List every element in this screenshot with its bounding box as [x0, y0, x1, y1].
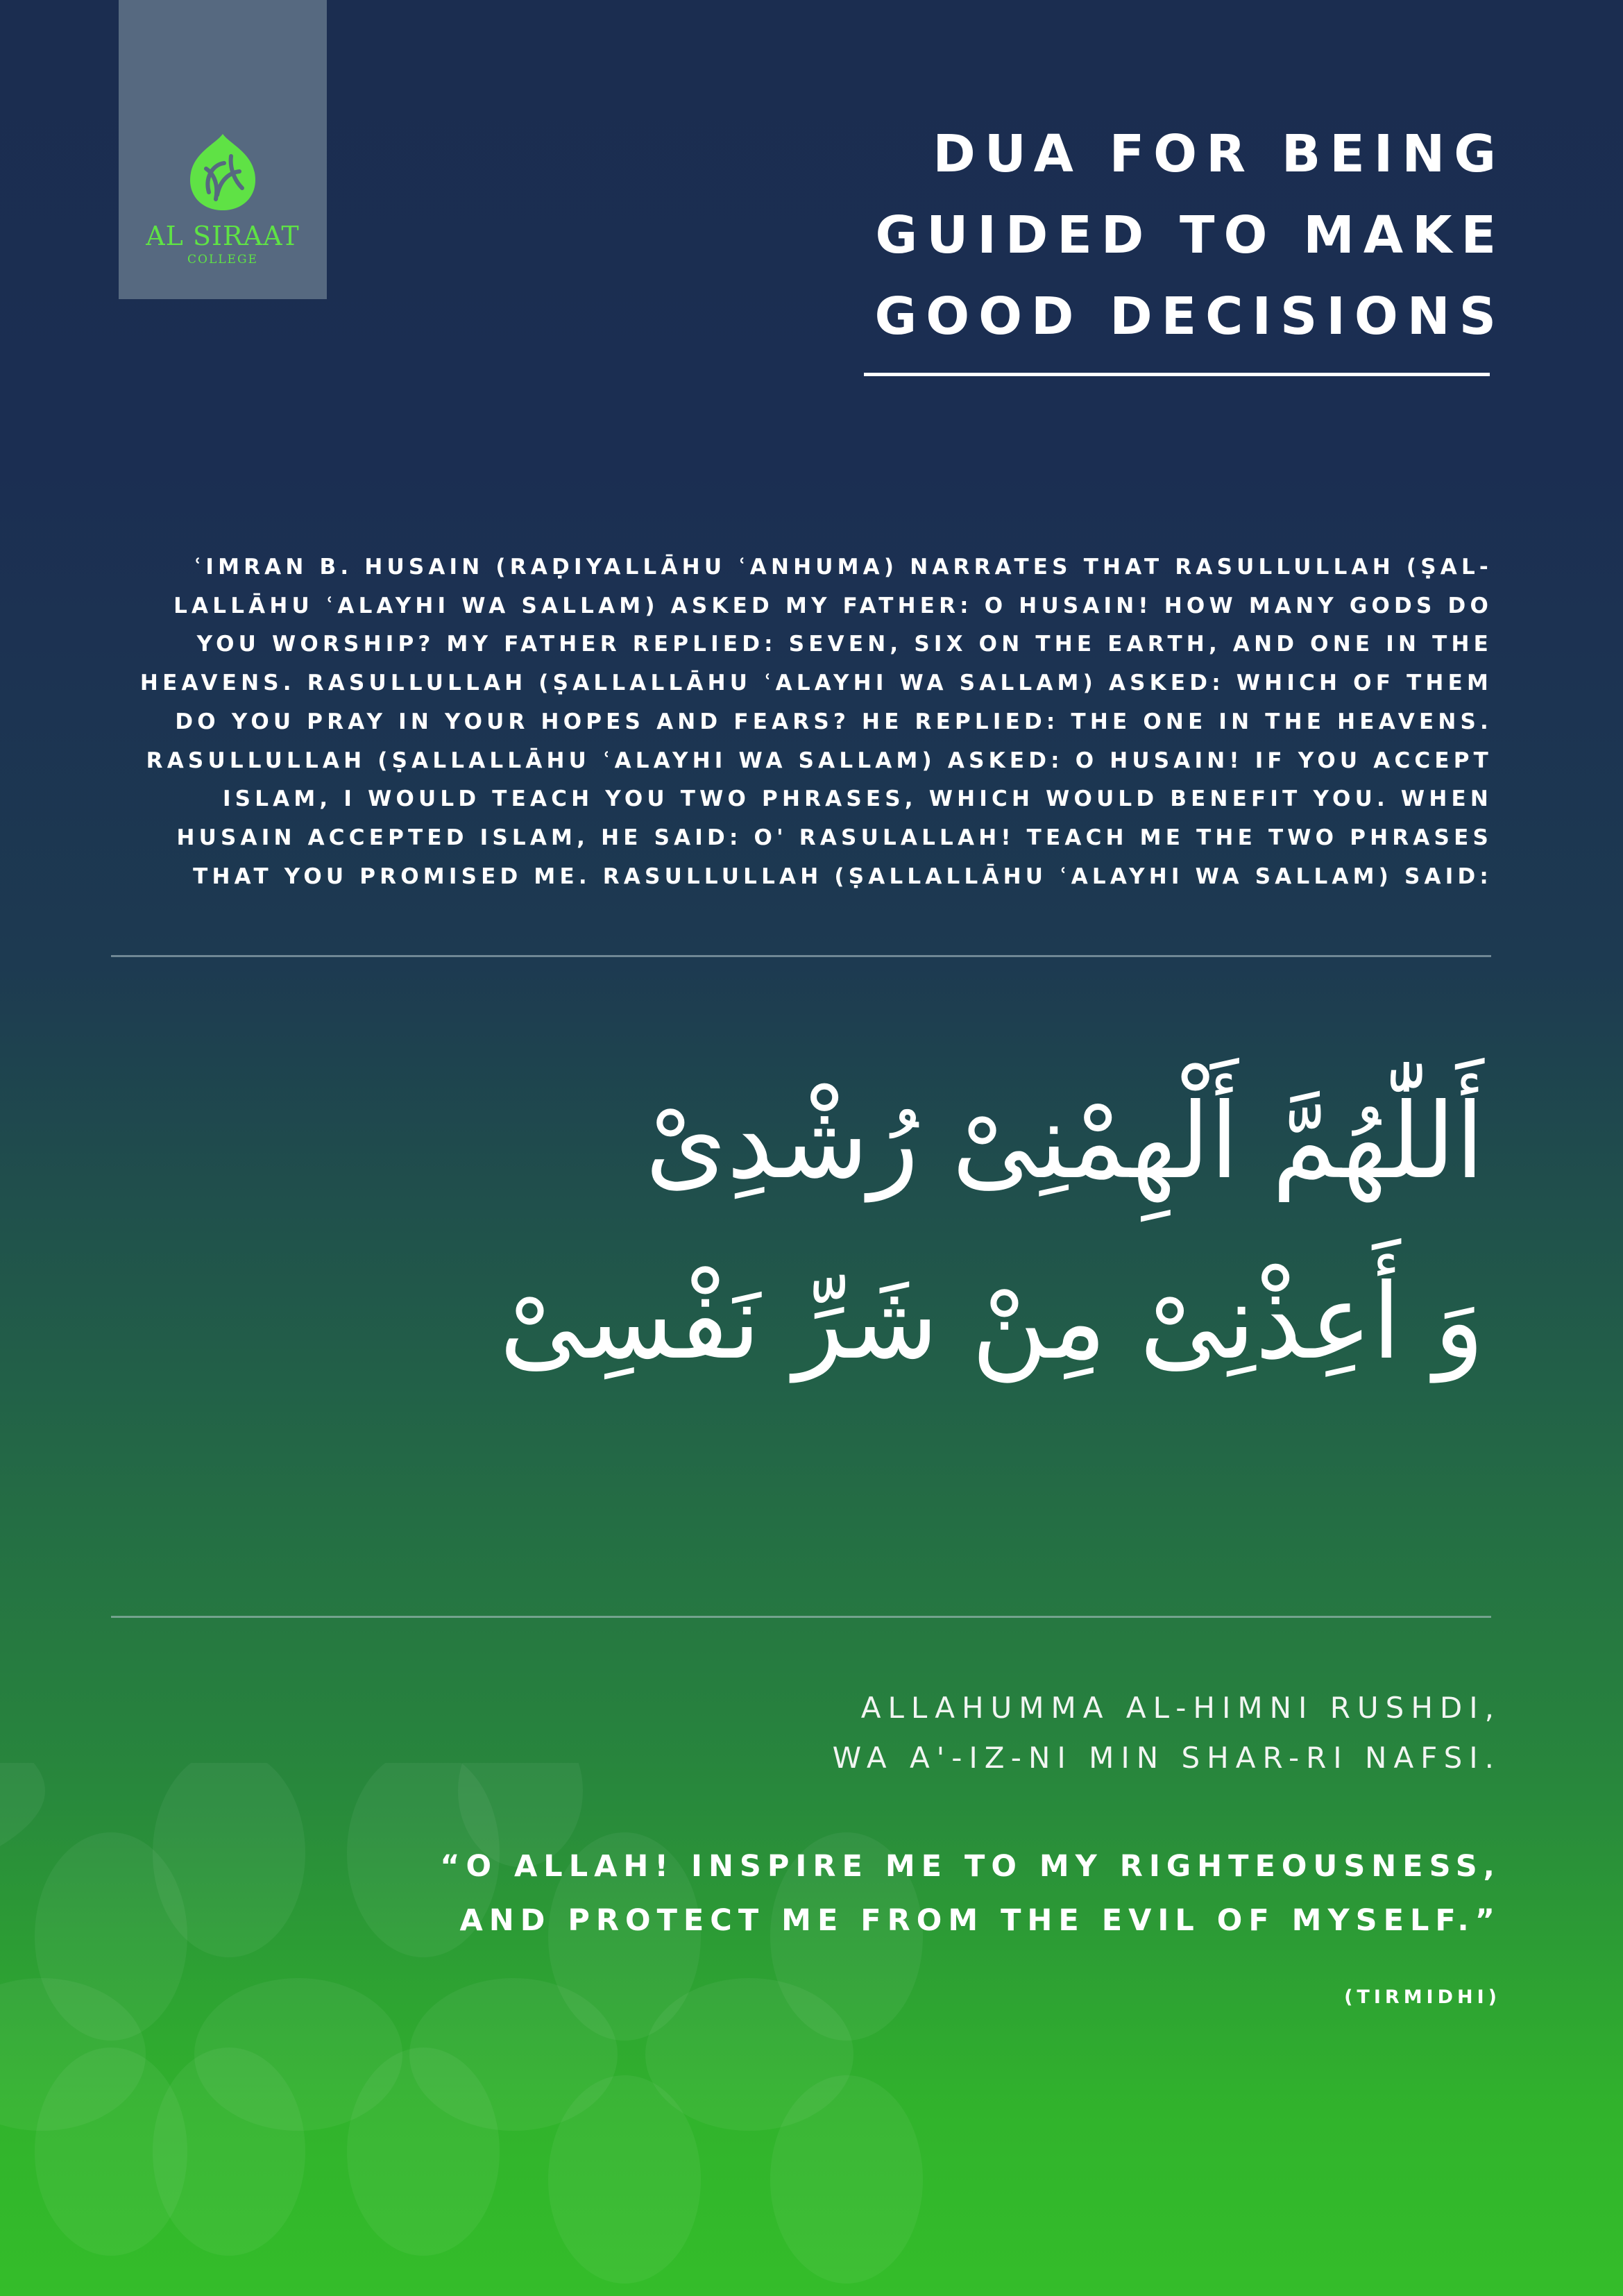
hadith-source: (TIRMIDHI) [1344, 1986, 1501, 2008]
narration-line: RASULLULLAH (ṢALLALLĀHU ʿALAYHI WA SALLAM) ASKED: O HUSAIN! IF YOU ACCEPT [146, 748, 1493, 773]
translation-line: AND PROTECT ME FROM THE EVIL OF MYSELF.” [459, 1903, 1501, 1938]
narration-line: LALLĀHU ʿALAYHI WA SALLAM) ASKED MY FATHER: O HUSAIN! HOW MANY GODS DO [173, 593, 1493, 618]
title-line: DUA FOR BEING [933, 124, 1505, 184]
translation [321, 1839, 1501, 1948]
page-title [742, 114, 1505, 357]
hadith-narration [105, 548, 1493, 896]
logo-panel [119, 0, 327, 299]
title-line: GOOD DECISIONS [874, 287, 1505, 346]
dome-calligraphy-icon [174, 128, 271, 226]
arabic-dua [443, 1052, 1484, 1412]
narration-line: HUSAIN ACCEPTED ISLAM, HE SAID: O' RASULALLAH! TEACH ME THE TWO PHRASES [176, 825, 1493, 850]
narration-line: ʿIMRAN B. HUSAIN (RAḌIYALLĀHU ʿANHUMA) NARRATES THAT RASULLULLAH (ṢAL- [193, 555, 1493, 580]
narration-line: ISLAM, I WOULD TEACH YOU TWO PHRASES, WHICH WOULD BENEFIT YOU. WHEN [222, 786, 1493, 812]
logo-name: AL SIRAAT [146, 221, 300, 251]
transliteration-line: WA A'-IZ-NI MIN SHAR-RI NAFSI. [832, 1741, 1501, 1775]
logo-subtitle: COLLEGE [187, 253, 258, 267]
section-divider [111, 1616, 1491, 1618]
narration-line: DO YOU PRAY IN YOUR HOPES AND FEARS? HE REPLIED: THE ONE IN THE HEAVENS. [175, 709, 1493, 734]
title-underline [864, 373, 1490, 376]
transliteration [529, 1683, 1501, 1783]
arabic-line: وَ أَعِذْنِىْ مِنْ شَرِّ نَفْسِىْ [499, 1262, 1484, 1383]
section-divider [111, 955, 1491, 957]
arabic-line: أَللّٰهُمَّ أَلْهِمْنِىْ رُشْدِىْ [645, 1081, 1484, 1202]
narration-line: YOU WORSHIP? MY FATHER REPLIED: SEVEN, SIX ON THE EARTH, AND ONE IN THE [196, 632, 1493, 657]
narration-line: HEAVENS. RASULLULLAH (ṢALLALLĀHU ʿALAYHI WA SALLAM) ASKED: WHICH OF THEM [139, 670, 1493, 696]
transliteration-line: ALLAHUMMA AL-HIMNI RUSHDI, [860, 1691, 1501, 1725]
narration-line: THAT YOU PROMISED ME. RASULLULLAH (ṢALLALLĀHU ʿALAYHI WA SALLAM) SAID: [193, 863, 1493, 889]
translation-line: “O ALLAH! INSPIRE ME TO MY RIGHTEOUSNESS, [440, 1849, 1501, 1884]
title-line: GUIDED TO MAKE [875, 205, 1505, 265]
